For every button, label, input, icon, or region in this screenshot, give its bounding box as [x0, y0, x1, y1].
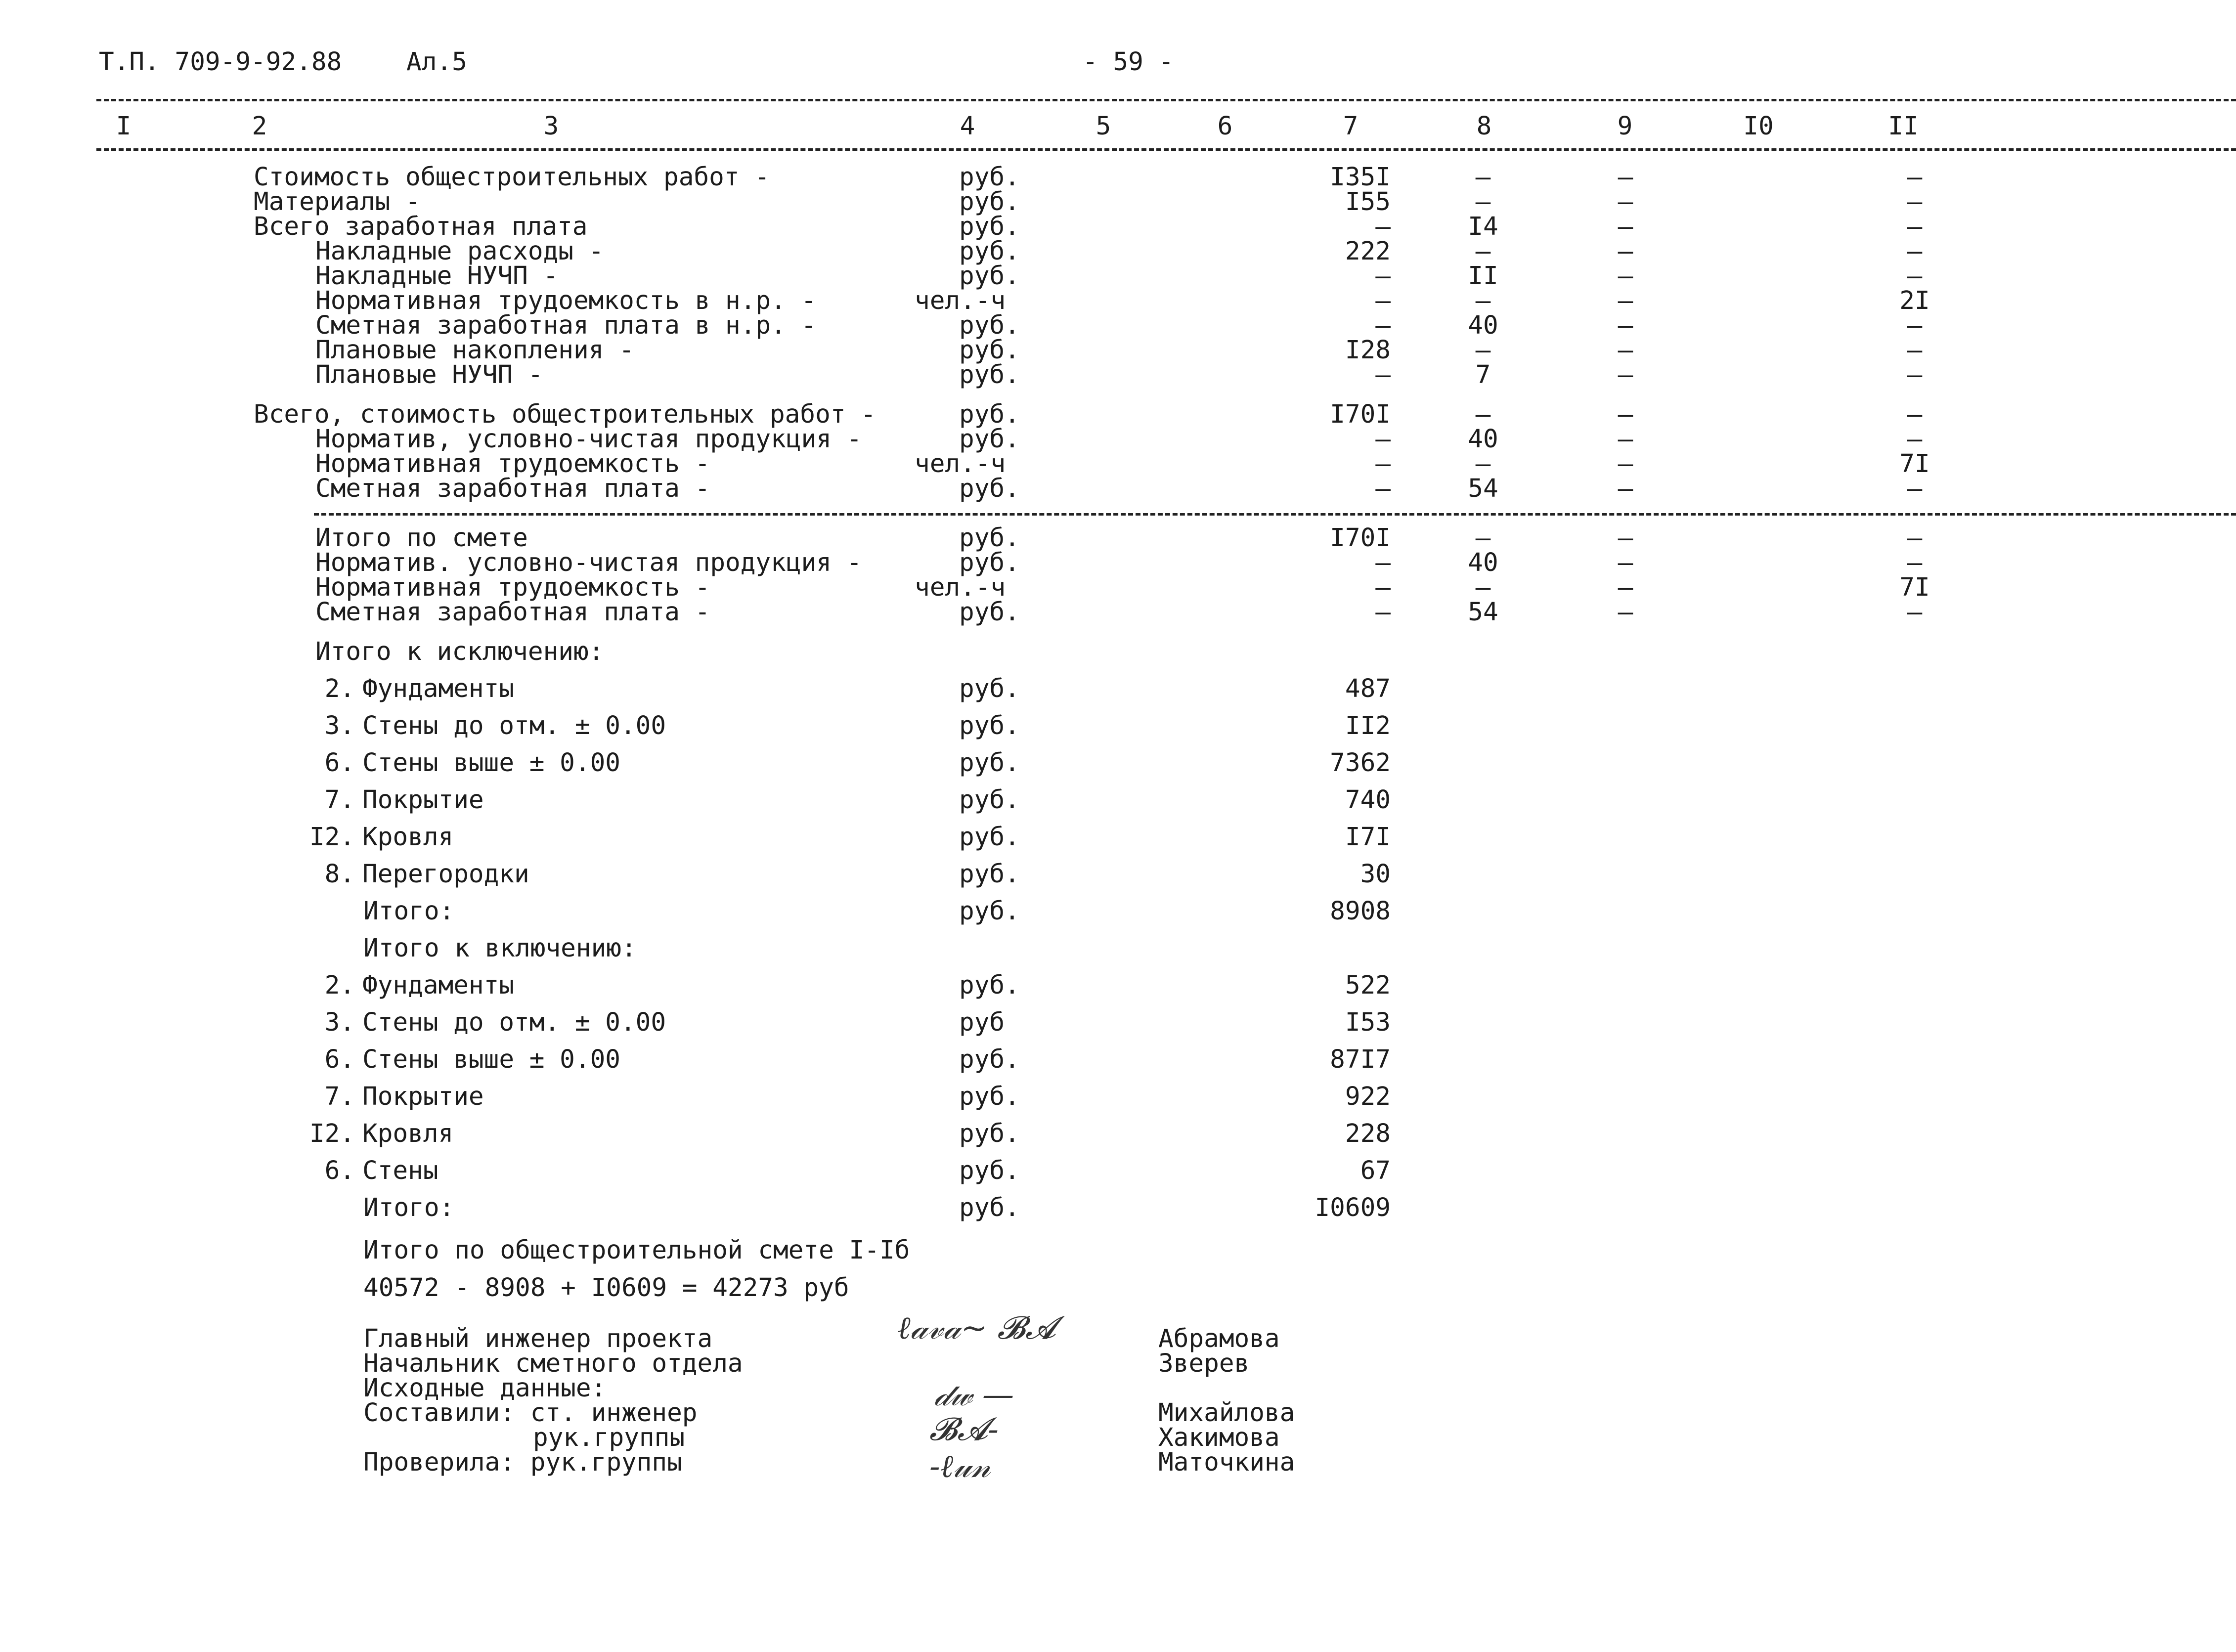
- row-col11: 7I: [1899, 573, 1930, 602]
- row-col8: 7: [1475, 360, 1491, 390]
- row-col7: –: [1375, 212, 1391, 241]
- row-col7: 222: [1345, 237, 1391, 266]
- row-col7: I35I: [1330, 163, 1391, 192]
- item-unit: руб.: [959, 1082, 1020, 1111]
- row-col11: –: [1907, 187, 1923, 217]
- row-col8: –: [1475, 336, 1491, 365]
- item-unit: руб.: [959, 1119, 1020, 1148]
- handwritten-signature: 𝒹𝓌 —: [934, 1377, 1014, 1413]
- row-col8: –: [1475, 163, 1491, 192]
- item-name: Фундаменты: [362, 971, 515, 1000]
- handwritten-signature: -ℓ𝓊𝓃: [929, 1448, 991, 1485]
- row-unit: руб.: [959, 474, 1020, 503]
- handwritten-signature: 𝓑𝓐-: [929, 1411, 999, 1448]
- signature-role: Проверила: рук.группы: [363, 1448, 682, 1477]
- row-col11: –: [1907, 212, 1923, 241]
- row-col11: –: [1907, 474, 1923, 503]
- item-unit: руб.: [959, 971, 1020, 1000]
- column-header: II: [1888, 112, 1919, 141]
- item-name: Фундаменты: [362, 674, 515, 703]
- row-col9: –: [1618, 400, 1633, 429]
- row-col11: –: [1907, 336, 1923, 365]
- signature-name: Маточкина: [1158, 1448, 1295, 1477]
- row-col8: –: [1475, 449, 1491, 478]
- item-number: 7.: [324, 1082, 355, 1111]
- row-label: Стоимость общестроительных работ -: [254, 163, 770, 192]
- row-col11: –: [1907, 237, 1923, 266]
- column-header: I: [116, 112, 132, 141]
- row-unit: руб.: [959, 598, 1020, 627]
- row-col8: –: [1475, 523, 1491, 553]
- row-col8: II: [1468, 261, 1498, 291]
- item-number: 6.: [324, 1156, 355, 1185]
- signature-role: Начальник сметного отдела: [363, 1349, 743, 1378]
- row-label: Плановые накопления -: [315, 336, 634, 365]
- item-name: Кровля: [362, 823, 454, 852]
- header-rule-bottom: [96, 148, 2236, 151]
- row-col7: I55: [1345, 187, 1391, 217]
- document-code: Т.П. 709-9-92.88: [99, 47, 342, 77]
- row-col8: –: [1475, 573, 1491, 602]
- summary-title: Итого по общестроительной смете I-Iб: [363, 1236, 910, 1265]
- row-col11: –: [1907, 311, 1923, 340]
- row-label: Плановые НУЧП -: [315, 360, 543, 390]
- row-label: Итого по смете: [315, 523, 528, 553]
- signature-name: Хакимова: [1158, 1423, 1280, 1452]
- row-col11: 2I: [1899, 286, 1930, 315]
- item-number: I2.: [309, 1119, 355, 1148]
- row-label: Накладные расходы -: [315, 237, 604, 266]
- row-col8: –: [1475, 400, 1491, 429]
- row-col9: –: [1618, 523, 1633, 553]
- item-value: I7I: [1345, 823, 1391, 852]
- row-label: Сметная заработная плата в н.р. -: [315, 311, 817, 340]
- section-divider: [314, 513, 2236, 516]
- signature-name: Абрамова: [1158, 1324, 1280, 1353]
- total-value: I0609: [1315, 1193, 1391, 1222]
- total-value: 8908: [1330, 897, 1391, 926]
- item-name: Покрытие: [362, 785, 484, 815]
- item-value: 30: [1360, 860, 1391, 889]
- row-col9: –: [1618, 474, 1633, 503]
- item-value: 922: [1345, 1082, 1391, 1111]
- row-unit: руб.: [959, 523, 1020, 553]
- row-unit: чел.-ч: [915, 573, 1006, 602]
- row-col9: –: [1618, 360, 1633, 390]
- item-number: 3.: [324, 1008, 355, 1037]
- row-col11: –: [1907, 360, 1923, 390]
- row-col7: –: [1375, 286, 1391, 315]
- item-name: Стены до отм. ± 0.00: [362, 711, 666, 740]
- row-col7: –: [1375, 474, 1391, 503]
- row-col7: I70I: [1330, 523, 1391, 553]
- row-col11: –: [1907, 163, 1923, 192]
- column-header: 6: [1217, 112, 1233, 141]
- row-col7: –: [1375, 548, 1391, 577]
- row-col7: I28: [1345, 336, 1391, 365]
- item-name: Перегородки: [362, 860, 529, 889]
- row-col9: –: [1618, 163, 1633, 192]
- row-col9: –: [1618, 212, 1633, 241]
- row-col11: –: [1907, 548, 1923, 577]
- item-unit: руб.: [959, 1156, 1020, 1185]
- item-unit: руб.: [959, 674, 1020, 703]
- signature-role: рук.группы: [533, 1423, 685, 1452]
- row-label: Сметная заработная плата -: [315, 598, 710, 627]
- row-unit: руб.: [959, 336, 1020, 365]
- signature-name: Михайлова: [1158, 1398, 1295, 1428]
- column-header: 4: [960, 112, 975, 141]
- row-col9: –: [1618, 425, 1633, 454]
- item-name: Кровля: [362, 1119, 454, 1148]
- row-label: Материалы -: [254, 187, 421, 217]
- item-value: 487: [1345, 674, 1391, 703]
- row-unit: руб.: [959, 163, 1020, 192]
- row-col7: –: [1375, 425, 1391, 454]
- row-col9: –: [1618, 311, 1633, 340]
- row-col9: –: [1618, 237, 1633, 266]
- row-col8: 40: [1468, 425, 1498, 454]
- row-col9: –: [1618, 336, 1633, 365]
- row-col8: 54: [1468, 598, 1498, 627]
- row-label: Сметная заработная плата -: [315, 474, 710, 503]
- row-col7: –: [1375, 311, 1391, 340]
- row-label: Всего, стоимость общестроительных работ -: [254, 400, 876, 429]
- item-value: II2: [1345, 711, 1391, 740]
- item-unit: руб.: [959, 1045, 1020, 1074]
- row-col11: 7I: [1899, 449, 1930, 478]
- row-col9: –: [1618, 261, 1633, 291]
- row-col9: –: [1618, 187, 1633, 217]
- row-col7: –: [1375, 449, 1391, 478]
- item-name: Стены выше ± 0.00: [362, 1045, 620, 1074]
- item-value: 7362: [1330, 748, 1391, 778]
- item-number: 2.: [324, 971, 355, 1000]
- item-unit: руб.: [959, 711, 1020, 740]
- row-unit: руб.: [959, 311, 1020, 340]
- row-col8: –: [1475, 237, 1491, 266]
- item-unit: руб.: [959, 860, 1020, 889]
- row-label: Нормативная трудоемкость -: [315, 449, 710, 478]
- page-number: - 59 -: [1083, 47, 1174, 77]
- item-number: 8.: [324, 860, 355, 889]
- row-unit: руб.: [959, 187, 1020, 217]
- album-number: Ал.5: [406, 47, 467, 77]
- item-name: Покрытие: [362, 1082, 484, 1111]
- item-number: 6.: [324, 1045, 355, 1074]
- item-number: 3.: [324, 711, 355, 740]
- summary-formula: 40572 - 8908 + I0609 = 42273 руб: [363, 1273, 849, 1303]
- row-col7: I70I: [1330, 400, 1391, 429]
- column-header: 5: [1096, 112, 1111, 141]
- header-rule-top: [96, 99, 2236, 101]
- signature-role: Составили: ст. инженер: [363, 1398, 698, 1428]
- total-label: Итого:: [363, 1193, 455, 1222]
- item-value: 228: [1345, 1119, 1391, 1148]
- row-col9: –: [1618, 598, 1633, 627]
- row-label: Нормативная трудоемкость -: [315, 573, 710, 602]
- total-unit: руб.: [959, 1193, 1020, 1222]
- item-number: 2.: [324, 674, 355, 703]
- item-value: 740: [1345, 785, 1391, 815]
- row-col8: 54: [1468, 474, 1498, 503]
- row-col8: I4: [1468, 212, 1498, 241]
- row-col9: –: [1618, 449, 1633, 478]
- row-col7: –: [1375, 573, 1391, 602]
- row-unit: руб.: [959, 261, 1020, 291]
- column-header: I0: [1743, 112, 1774, 141]
- column-header: 7: [1343, 112, 1359, 141]
- item-number: 7.: [324, 785, 355, 815]
- row-col11: –: [1907, 523, 1923, 553]
- column-header: 3: [543, 112, 559, 141]
- item-unit: руб.: [959, 823, 1020, 852]
- item-unit: руб: [959, 1008, 1005, 1037]
- row-unit: руб.: [959, 425, 1020, 454]
- row-label: Нормативная трудоемкость в н.р. -: [315, 286, 817, 315]
- row-unit: чел.-ч: [915, 449, 1006, 478]
- row-label: Всего заработная плата: [254, 212, 588, 241]
- row-col9: –: [1618, 548, 1633, 577]
- total-unit: руб.: [959, 897, 1020, 926]
- row-unit: руб.: [959, 360, 1020, 390]
- row-col11: –: [1907, 400, 1923, 429]
- row-col7: –: [1375, 261, 1391, 291]
- column-header: 2: [252, 112, 267, 141]
- section-title: Итого к включению:: [363, 934, 637, 963]
- row-col7: –: [1375, 360, 1391, 390]
- item-unit: руб.: [959, 785, 1020, 815]
- row-unit: руб.: [959, 400, 1020, 429]
- item-number: 6.: [324, 748, 355, 778]
- row-col11: –: [1907, 425, 1923, 454]
- item-name: Стены выше ± 0.00: [362, 748, 620, 778]
- row-col7: –: [1375, 598, 1391, 627]
- row-col8: 40: [1468, 548, 1498, 577]
- handwritten-signature: ℓ𝒶𝓋𝒶~ 𝓑𝓐: [897, 1310, 1056, 1347]
- section-title: Итого к исключению:: [315, 637, 604, 666]
- row-col8: –: [1475, 187, 1491, 217]
- signature-role: Исходные данные:: [363, 1374, 607, 1403]
- row-col9: –: [1618, 573, 1633, 602]
- signature-role: Главный инженер проекта: [363, 1324, 713, 1353]
- column-header: 9: [1617, 112, 1633, 141]
- item-name: Стены до отм. ± 0.00: [362, 1008, 666, 1037]
- row-unit: чел.-ч: [915, 286, 1006, 315]
- item-value: 67: [1360, 1156, 1391, 1185]
- row-col11: –: [1907, 598, 1923, 627]
- row-unit: руб.: [959, 212, 1020, 241]
- row-col11: –: [1907, 261, 1923, 291]
- row-col8: 40: [1468, 311, 1498, 340]
- item-value: 87I7: [1330, 1045, 1391, 1074]
- signature-name: Зверев: [1158, 1349, 1250, 1378]
- item-name: Стены: [362, 1156, 438, 1185]
- row-col9: –: [1618, 286, 1633, 315]
- row-label: Накладные НУЧП -: [315, 261, 559, 291]
- column-header: 8: [1476, 112, 1492, 141]
- item-unit: руб.: [959, 748, 1020, 778]
- item-value: 522: [1345, 971, 1391, 1000]
- item-number: I2.: [309, 823, 355, 852]
- item-value: I53: [1345, 1008, 1391, 1037]
- row-label: Норматив, условно-чистая продукция -: [315, 425, 862, 454]
- row-col8: –: [1475, 286, 1491, 315]
- row-unit: руб.: [959, 237, 1020, 266]
- total-label: Итого:: [363, 897, 455, 926]
- row-label: Норматив. условно-чистая продукция -: [315, 548, 862, 577]
- row-unit: руб.: [959, 548, 1020, 577]
